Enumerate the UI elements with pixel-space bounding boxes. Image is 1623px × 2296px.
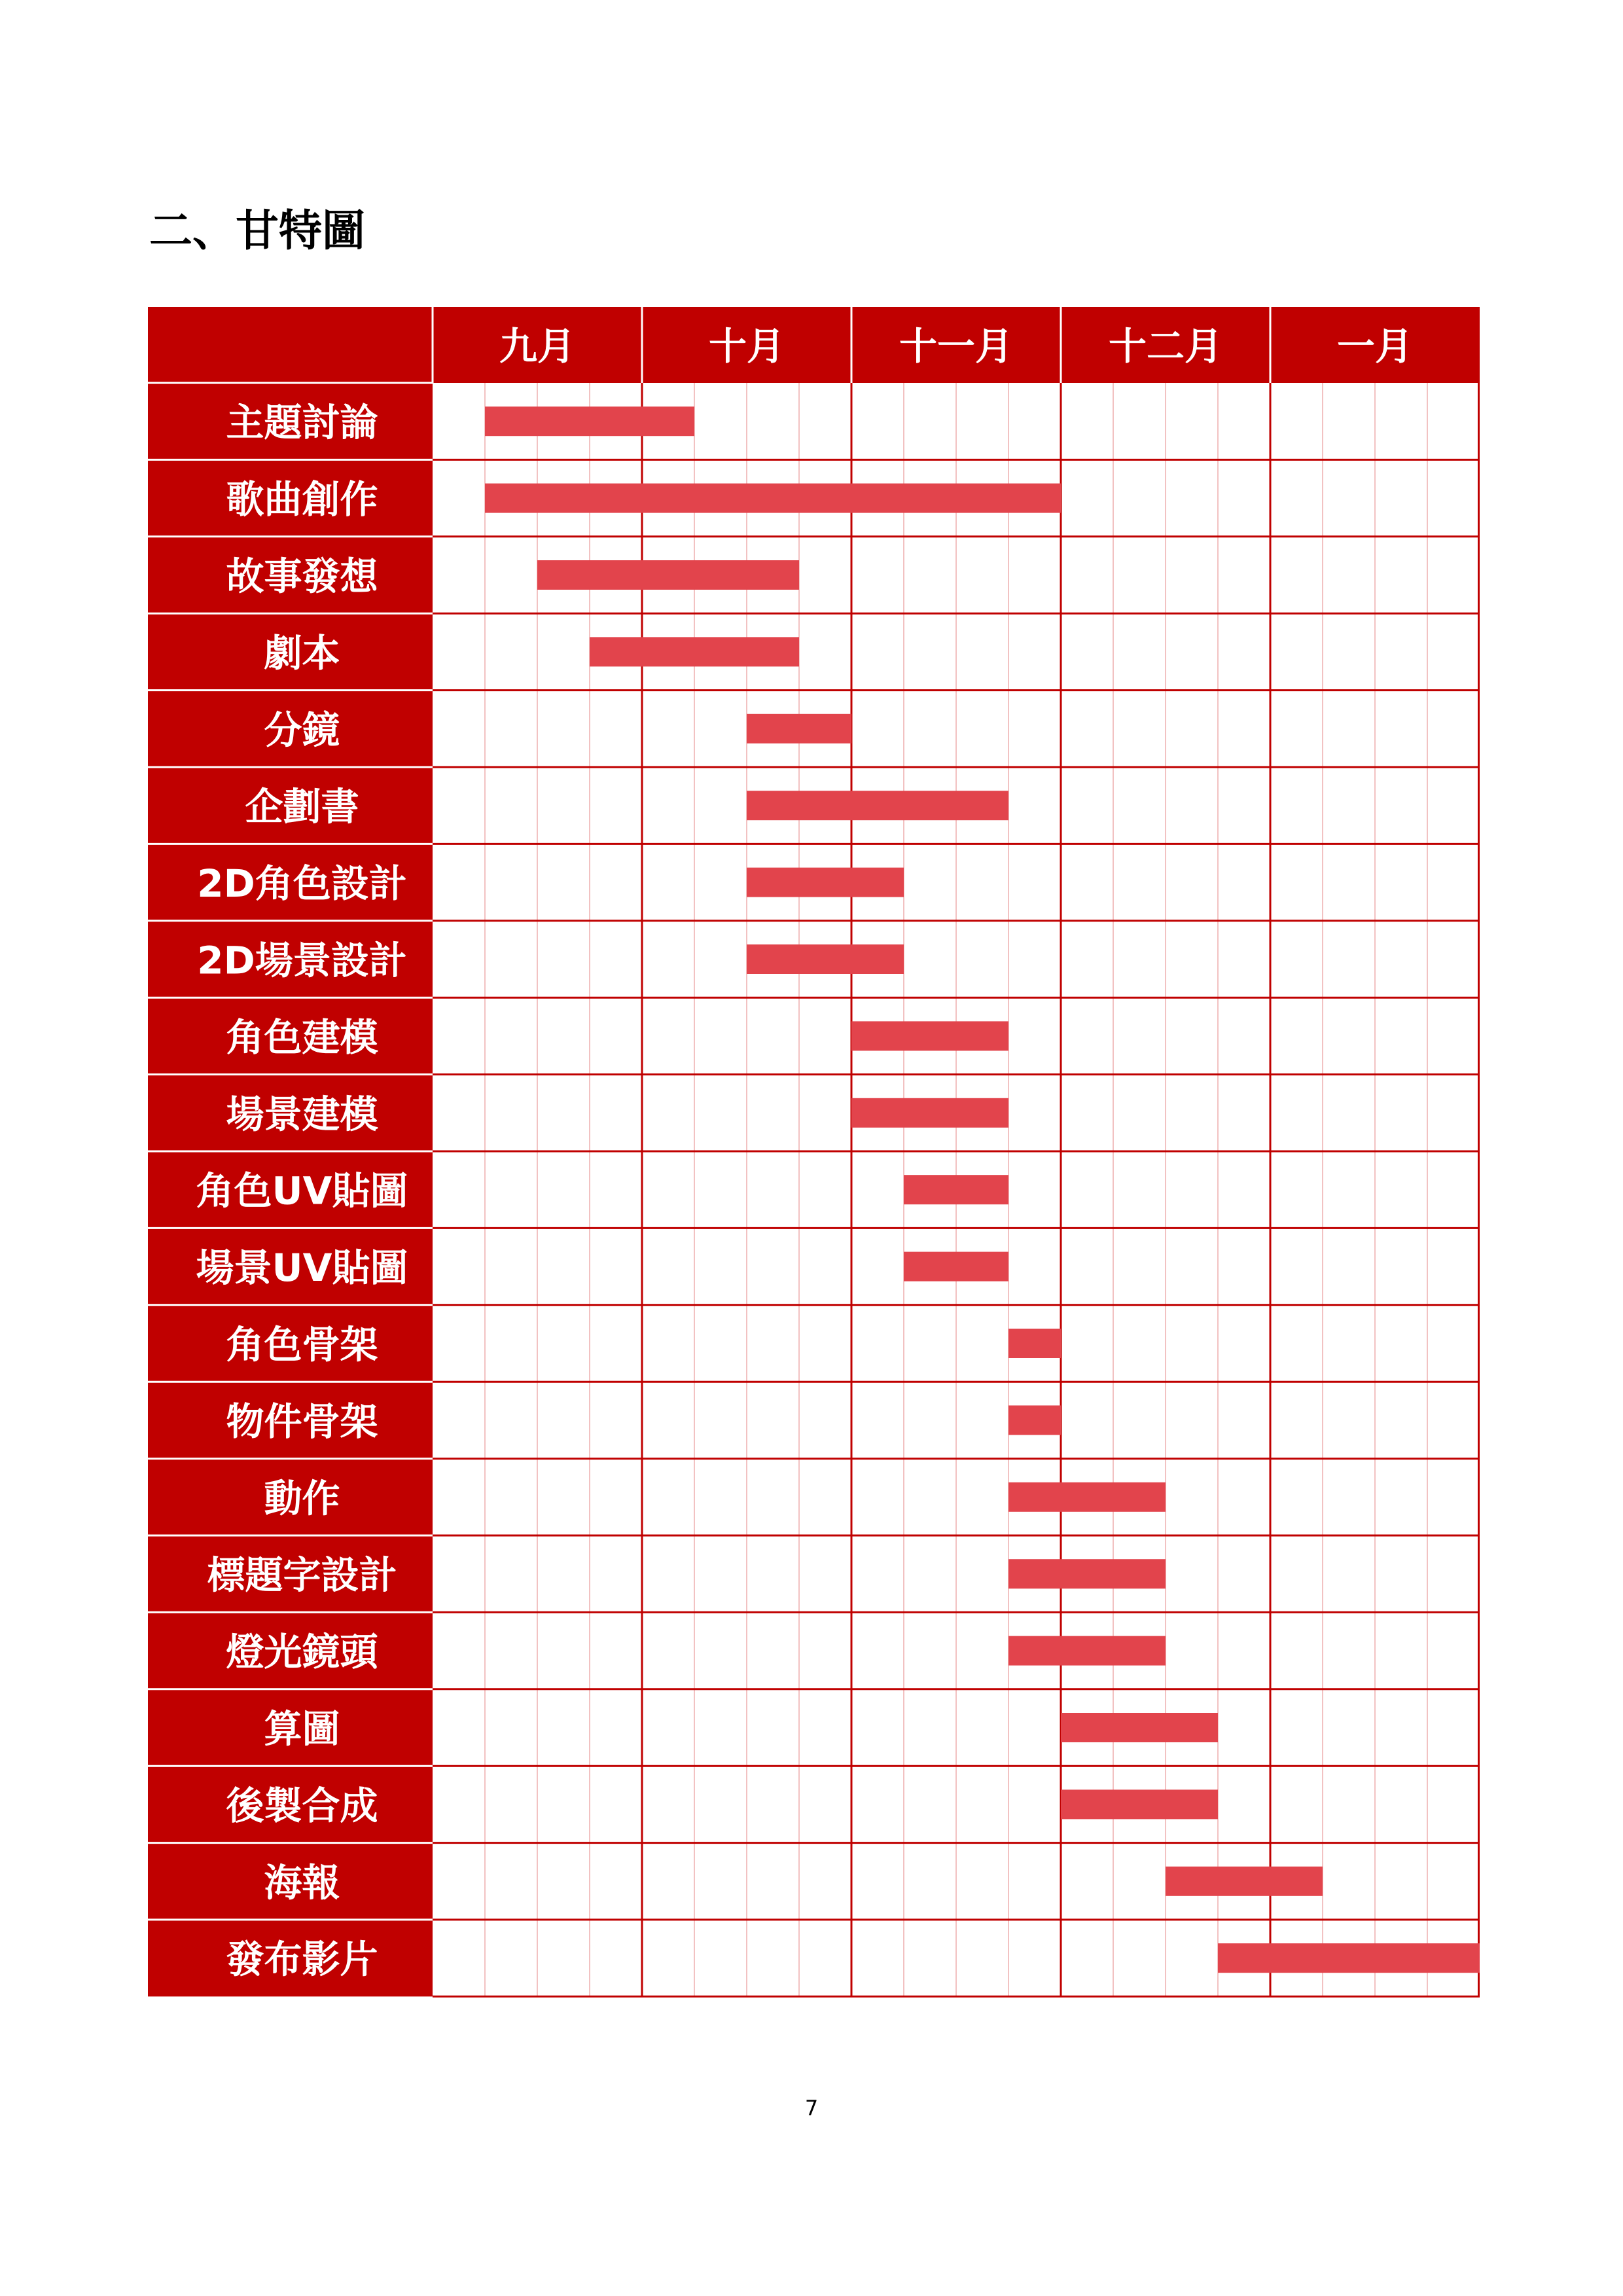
task-label-16: 標題字設計 [207, 1552, 397, 1598]
gantt-bar-17 [1008, 1636, 1166, 1666]
month-header-4: 十二月 [1108, 324, 1223, 368]
month-header-5: 一月 [1336, 324, 1414, 368]
gantt-chart [148, 307, 1480, 1997]
task-label-20: 海報 [264, 1860, 340, 1905]
task-label-14: 物件骨架 [226, 1399, 378, 1444]
task-label-17: 燈光鏡頭 [226, 1630, 378, 1675]
gantt-bar-3 [537, 560, 799, 590]
gantt-chart-svg [148, 307, 1480, 1998]
task-label-19: 後製合成 [226, 1783, 378, 1828]
gantt-bar-8 [747, 944, 904, 974]
task-label-10: 場景建模 [226, 1092, 378, 1137]
task-label-11: 角色UV貼圖 [196, 1168, 408, 1213]
gantt-bar-21 [1218, 1943, 1480, 1973]
task-label-9: 角色建模 [226, 1014, 378, 1060]
gantt-bar-13 [1008, 1329, 1061, 1358]
task-label-5: 分鏡 [264, 708, 340, 753]
task-label-1: 主題討論 [226, 400, 378, 445]
month-header-2: 十月 [708, 324, 785, 368]
gantt-bar-6 [747, 791, 1008, 820]
task-label-2: 歌曲創作 [226, 477, 378, 522]
task-label-13: 角色骨架 [226, 1322, 378, 1367]
task-label-4: 劇本 [264, 630, 340, 675]
task-label-6: 企劃書 [245, 784, 359, 829]
gantt-bar-18 [1061, 1713, 1218, 1742]
gantt-bar-2 [485, 484, 1061, 513]
gantt-bar-5 [747, 714, 851, 744]
gantt-bar-9 [851, 1021, 1008, 1050]
task-label-8: 2D場景設計 [197, 938, 407, 983]
gantt-bar-19 [1061, 1789, 1218, 1819]
gantt-bar-14 [1008, 1405, 1061, 1435]
gantt-bar-16 [1008, 1559, 1166, 1588]
gantt-bar-1 [485, 406, 694, 436]
month-header-3: 十一月 [899, 324, 1014, 368]
task-label-18: 算圖 [264, 1706, 340, 1751]
gantt-bar-11 [904, 1175, 1008, 1204]
task-label-15: 動作 [264, 1476, 340, 1521]
task-label-3: 故事發想 [226, 554, 378, 599]
section-heading: 二、甘特圖 [149, 206, 365, 256]
task-label-21: 發布影片 [226, 1937, 378, 1982]
gantt-bar-15 [1008, 1482, 1166, 1512]
header-row-bg [148, 307, 1480, 383]
month-header-1: 九月 [499, 324, 576, 368]
gantt-bar-7 [747, 868, 904, 897]
task-label-7: 2D角色設計 [197, 861, 407, 906]
gantt-bar-4 [590, 637, 799, 666]
gantt-bar-12 [904, 1252, 1008, 1282]
gantt-bar-10 [851, 1098, 1008, 1128]
task-label-12: 場景UV貼圖 [196, 1246, 408, 1291]
gantt-bar-20 [1166, 1867, 1323, 1896]
page-number: 7 [804, 2096, 819, 2121]
